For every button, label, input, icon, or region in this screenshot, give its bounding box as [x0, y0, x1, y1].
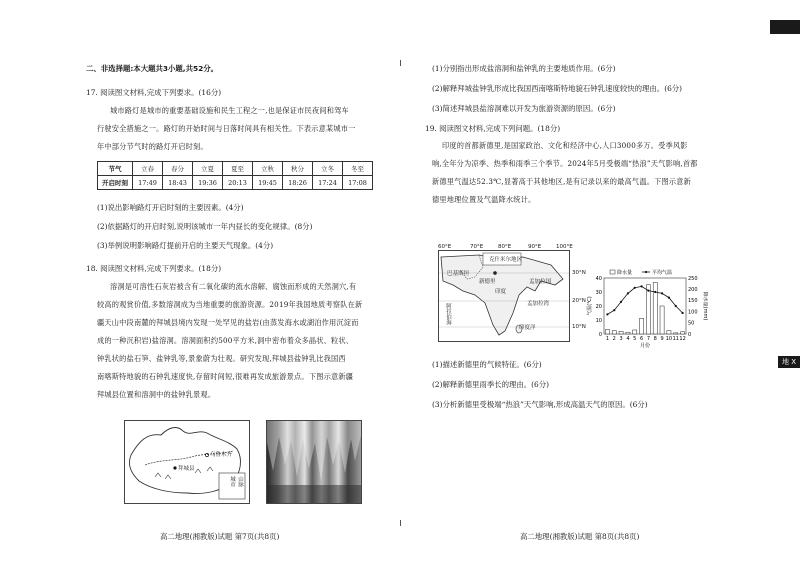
term-cell: 立春	[133, 162, 163, 176]
q17-paragraph-line: 城市路灯是城市的重要基础设施和民生工程之一,也是保证市民夜间和驾车	[110, 106, 349, 115]
time-cell: 18:43	[163, 176, 193, 190]
x-tick-label: 11	[672, 336, 679, 342]
q17-paragraph-line: 行驶安全措施之一。路灯的开始时间与日落时间具有相关性。下表示意某城市一	[97, 124, 356, 133]
x-tick-label: 10	[665, 336, 673, 342]
q18-heading: 18. 阅读图文材料,完成下列要求。(18分)	[86, 264, 222, 273]
map-label-arabian-sea: 阿拉伯海	[445, 303, 451, 325]
x-tick-label: 6	[639, 336, 644, 342]
salt-stalactite-photo	[266, 420, 362, 504]
time-cell: 17:24	[313, 176, 343, 190]
time-cell: 20:13	[223, 176, 253, 190]
legend-bar-swatch	[610, 270, 615, 274]
lon-label: 80°E	[498, 244, 512, 250]
map-label-bangladesh: 孟加拉国	[529, 279, 552, 285]
map-legend-mountain: 山脉	[237, 476, 243, 487]
temperature-line	[607, 286, 682, 314]
header-black-bar	[770, 20, 800, 34]
q19-paragraph-line: 新德里气温达52.3℃,显著高于其他地区,是有记录以来的最高气温。下图示意新	[432, 177, 692, 186]
time-cell: 19:36	[193, 176, 223, 190]
precipitation-bar	[681, 332, 685, 334]
y-right-tick-label: 200	[688, 287, 698, 293]
q19-question-1: (1)描述新德里的气候特征。(6分)	[432, 360, 542, 369]
side-tab: 地 X	[778, 356, 800, 368]
lat-label: 20°N	[572, 298, 586, 304]
x-axis-label: 月份	[639, 343, 651, 349]
x-tick-label: 2	[612, 336, 616, 342]
table-row	[98, 176, 373, 190]
q19-question-2: (2)解释新德里雨季长的理由。(6分)	[432, 380, 550, 389]
temperature-point	[613, 309, 615, 311]
q17-question-1: (1)说出影响路灯开启时刻的主要因素。(4分)	[97, 203, 244, 212]
y-right-tick-label: 100	[688, 309, 698, 316]
right-page-footer: 高二地理(湘教版)试题 第8页(共8页)	[520, 532, 640, 541]
q19-paragraph-line: 印度的首都新德里,是国家政治、文化和经济中心,人口3000多万。受季风影	[442, 141, 688, 150]
precipitation-bar	[626, 332, 630, 334]
q18-paragraph-line: 疆天山中段南麓的拜城县境内发现一处罕见的盐岩(由蒸发海水或湖泊作用沉淀而	[97, 318, 359, 327]
map-label-bay-of-bengal: 孟加拉湾	[527, 301, 550, 307]
table-row	[98, 162, 373, 176]
precipitation-bar	[640, 318, 644, 334]
precipitation-bar	[619, 331, 623, 334]
lat-label: 30°N	[572, 270, 586, 276]
x-tick-label: 12	[679, 336, 686, 342]
y-right-tick-label: 150	[688, 298, 698, 305]
precipitation-bar	[646, 285, 650, 334]
precipitation-bar	[633, 330, 637, 334]
precipitation-bar	[674, 333, 678, 334]
left-page-footer: 高二地理(湘教版)试题 第7页(共8页)	[160, 532, 280, 541]
lat-label: 10°N	[572, 324, 586, 330]
y-left-tick-label: 20	[595, 303, 602, 310]
q18-question-3: (3)简述拜城县盐溶洞难以开发为旅游资源的原因。(6分)	[432, 104, 616, 113]
temperature-point	[654, 291, 656, 293]
lon-label: 100°E	[556, 244, 573, 250]
time-cell: 17:49	[133, 176, 163, 190]
climate-chart	[586, 268, 708, 350]
time-cell: 17:08	[343, 176, 373, 190]
south-asia-outline	[439, 251, 569, 341]
q17-question-2: (2)依据路灯的开启时刻,说明该城市一年内昼长的变化规律。(8分)	[97, 222, 313, 231]
legend-temperature-label: 平均气温	[652, 270, 673, 276]
table-header-cell: 开启时刻	[98, 176, 133, 190]
map-label-india: 印度	[495, 289, 507, 295]
legend-line-marker	[645, 271, 647, 273]
q18-paragraph-line: 拜城县位置和溶洞中的盐钟乳景观。	[97, 390, 216, 399]
term-cell: 春分	[163, 162, 193, 176]
q19-heading: 19. 阅读图文材料,完成下列问题。(18分)	[425, 124, 561, 133]
q18-paragraph-line: 较高的观赏价值,多数溶洞成为当地重要的旅游资源。2019年我国地质考察队在新	[97, 300, 363, 309]
precipitation-bar	[653, 282, 657, 334]
y-right-tick-label: 0	[688, 331, 692, 338]
page-divider-mark	[400, 60, 401, 66]
x-tick-label: 3	[619, 336, 623, 342]
temperature-point	[647, 290, 649, 292]
q19-paragraph-line: 响,全年分为凉季、热季和雨季三个季节。2024年5月受极端“热浪”天气影响,首都	[432, 159, 698, 168]
temperature-point	[661, 292, 663, 294]
q17-heading: 17. 阅读图文材料,完成下列要求。(16分)	[86, 88, 222, 97]
temperature-point	[681, 312, 683, 314]
map-label-indian-ocean: 印度洋	[519, 325, 536, 331]
temperature-point	[627, 292, 629, 294]
y-left-tick-label: 0	[598, 331, 602, 338]
term-cell: 夏至	[223, 162, 253, 176]
map-label-pakistan: 巴基斯坦	[447, 271, 470, 277]
q19-question-3: (3)分析新德里受极端“热浪”天气影响,形成高温天气的原因。(6分)	[432, 400, 648, 409]
temperature-point	[620, 301, 622, 303]
x-tick-label: 9	[660, 336, 664, 342]
x-tick-label: 4	[626, 336, 630, 342]
section-title: 二、非选择题:本大题共3小题,共52分。	[86, 64, 219, 73]
temperature-point	[675, 305, 677, 307]
streetlight-table	[97, 161, 373, 190]
plot-frame	[604, 278, 686, 334]
term-cell: 冬至	[343, 162, 373, 176]
y-right-tick-label: 250	[688, 275, 698, 282]
map-label-urumqi: 乌鲁木齐	[210, 452, 233, 458]
q18-question-1: (1)分别指出形成盐溶洞和盐钟乳的主要地质作用。(6分)	[432, 64, 616, 73]
y-right-tick-label: 50	[688, 320, 695, 327]
y-right-axis-label: 降水量(mm)	[702, 291, 708, 321]
y-left-tick-label: 40	[595, 275, 602, 282]
lon-label: 60°E	[438, 244, 452, 250]
x-tick-label: 5	[633, 336, 637, 342]
x-tick-label: 8	[653, 336, 657, 342]
time-cell: 19:45	[253, 176, 283, 190]
climate-chart-svg	[586, 268, 708, 350]
term-cell: 立秋	[253, 162, 283, 176]
x-tick-label: 7	[646, 336, 651, 342]
q17-question-3: (3)举例说明影响路灯提前开启的主要天气现象。(4分)	[97, 241, 274, 250]
temperature-point	[634, 287, 636, 289]
legend-precipitation-label: 降水量	[617, 270, 633, 276]
map-label-baicheng: 拜城县	[178, 466, 195, 472]
precipitation-bar	[667, 331, 671, 334]
y-left-tick-label: 30	[595, 289, 602, 296]
q19-paragraph-line: 德里地理位置及气温降水统计。	[432, 195, 536, 204]
q18-paragraph-line: 成的一种沉积岩)盐溶洞。溶洞面积约500平方米,洞中密布着众多晶状、粒状、	[97, 336, 354, 345]
x-tick-label: 1	[605, 336, 610, 342]
precipitation-bar	[660, 306, 664, 334]
temperature-point	[606, 313, 608, 315]
lon-label: 90°E	[528, 244, 542, 250]
map-legend-city: 城市	[229, 476, 235, 487]
xinjiang-outline	[125, 421, 249, 503]
map-label-new-delhi: 新德里	[479, 279, 496, 285]
page-divider-mark	[400, 520, 401, 526]
lon-label: 70°E	[470, 244, 484, 250]
xinjiang-map	[124, 420, 250, 504]
temperature-point	[640, 285, 642, 287]
q18-paragraph-line: 钟乳状的盐石笋、盐钟乳等,景象蔚为壮观。研究发现,拜城县盐钟乳比我国西	[97, 354, 346, 363]
q18-paragraph-line: 溶洞是可溶性石灰岩被含有二氧化碳的流水溶解、腐蚀而形成的天然洞穴,有	[110, 282, 357, 291]
term-cell: 秋分	[283, 162, 313, 176]
q18-question-2: (2)解释拜城盐钟乳形成比我国西南喀斯特地貌石钟乳速度较快的理由。(6分)	[432, 84, 683, 93]
y-left-axis-label: 气温(℃)	[587, 296, 593, 316]
q18-paragraph-line: 南喀斯特地貌的石钟乳速度快,存留时间短,很难再发成旅游景点。下图示意新疆	[97, 372, 354, 381]
map-label-kashmir: 克什米尔地区	[489, 257, 523, 263]
precipitation-bar	[612, 331, 616, 334]
q17-paragraph-line: 年中部分节气时的路灯开启时刻。	[97, 142, 208, 151]
time-cell: 18:26	[283, 176, 313, 190]
term-cell: 立夏	[193, 162, 223, 176]
precipitation-bar	[605, 330, 609, 334]
south-asia-map	[438, 250, 570, 342]
temperature-point	[668, 297, 670, 299]
stalactite-texture	[267, 421, 361, 503]
y-left-tick-label: 10	[595, 317, 602, 324]
table-header-cell: 节气	[98, 162, 133, 176]
term-cell: 立冬	[313, 162, 343, 176]
